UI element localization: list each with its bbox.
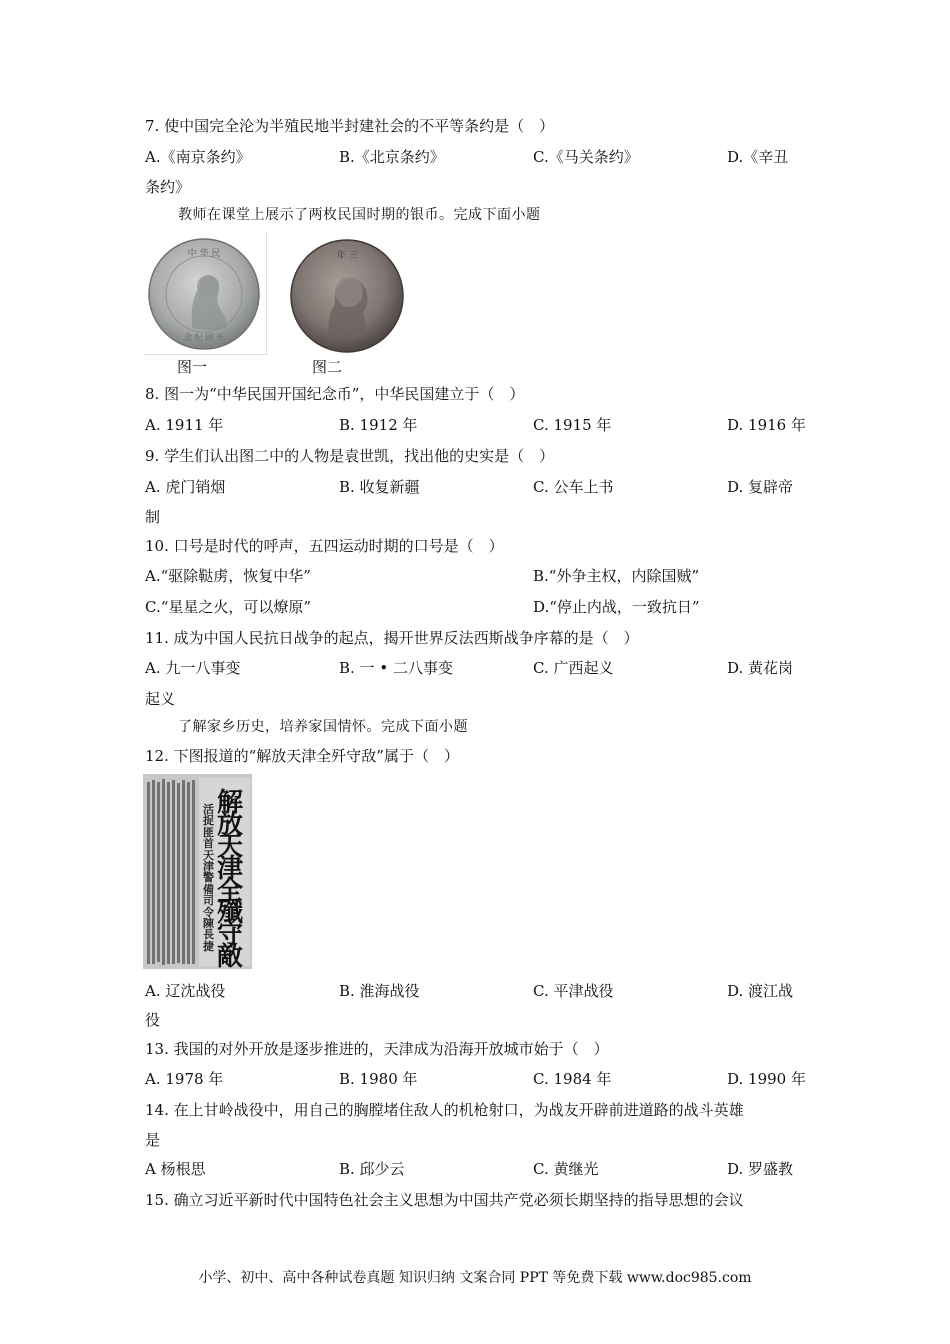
question-12-options <box>145 981 805 1001</box>
question-8-option-d[interactable]: D. 1916 年 <box>727 416 806 434</box>
coin-1-caption: 图一 <box>177 358 208 376</box>
question-12-stem: 12. 下图报道的“解放天津全歼守敌”属于（ ） <box>145 747 459 765</box>
coin-1-image <box>144 232 267 355</box>
svg-text:念 纪 国 开: 念 纪 国 开 <box>184 333 224 342</box>
question-7-option-c[interactable]: C.《马关条约》 <box>533 148 639 166</box>
hometown-intro: 了解家乡历史，培养家国情怀。完成下面小题 <box>178 719 468 735</box>
question-12-option-c[interactable]: C. 平津战役 <box>533 982 614 1000</box>
question-10-options-row2 <box>145 597 805 617</box>
question-14-options <box>145 1159 805 1179</box>
question-10-options-row1 <box>145 566 805 586</box>
question-14-option-c[interactable]: C. 黄继光 <box>533 1160 599 1178</box>
question-14-stem: 14. 在上甘岭战役中，用自己的胸膛堵住敌人的机枪射口，为战友开辟前进道路的战斗英雄 <box>145 1101 744 1119</box>
question-15-stem: 15. 确立习近平新时代中国特色社会主义思想为中国共产党必须长期坚持的指导思想的会议 <box>145 1191 744 1209</box>
question-10-option-c[interactable]: C.“星星之火，可以燎原” <box>145 598 312 616</box>
question-7-options <box>145 147 805 167</box>
coin-2-caption: 图二 <box>312 358 343 376</box>
question-13-options <box>145 1069 805 1089</box>
question-12-option-a[interactable]: A. 辽沈战役 <box>145 982 226 1000</box>
coins-intro: 教师在课堂上展示了两枚民国时期的银币。完成下面小题 <box>178 207 541 223</box>
question-13-option-b[interactable]: B. 1980 年 <box>339 1070 418 1088</box>
question-8-stem: 8. 图一为“中华民国开国纪念币”，中华民国建立于（ ） <box>145 385 525 403</box>
question-7-option-d-wrap: 条约》 <box>145 178 191 196</box>
question-11-option-b[interactable]: B. 一 • 二八事变 <box>339 659 453 677</box>
question-9-stem: 9. 学生们认出图二中的人物是袁世凯，找出他的史实是（ ） <box>145 447 555 465</box>
question-13-stem: 13. 我国的对外开放是逐步推进的，天津成为沿海开放城市始于（ ） <box>145 1040 609 1058</box>
page-footer[interactable]: 小学、初中、高中各种试卷真题 知识归纳 文案合同 PPT 等免费下载 www.doc985.com <box>198 1270 752 1286</box>
svg-text:年 三: 年 三 <box>336 251 358 261</box>
newspaper-subhead: 活捉匪首天津警備司令陳長捷 <box>203 803 214 953</box>
question-8-options <box>145 415 805 435</box>
question-7-stem: 7. 使中国完全沦为半殖民地半封建社会的不平等条约是（ ） <box>145 117 555 135</box>
question-9-option-d[interactable]: D. 复辟帝 <box>727 478 794 496</box>
coin-2-image <box>289 238 405 354</box>
question-7-option-b[interactable]: B.《北京条约》 <box>339 148 445 166</box>
question-11-options <box>145 658 805 678</box>
question-9-options <box>145 477 805 497</box>
question-9-option-a[interactable]: A. 虎门销烟 <box>145 478 226 496</box>
question-10-option-d[interactable]: D.“停止内战，一致抗日” <box>533 598 700 616</box>
svg-text:中 华 民: 中 华 民 <box>187 249 221 259</box>
question-7-option-d[interactable]: D.《辛丑 <box>727 148 789 166</box>
question-8-option-b[interactable]: B. 1912 年 <box>339 416 418 434</box>
question-14-option-a[interactable]: A 杨根思 <box>145 1160 206 1178</box>
question-9-option-d-wrap: 制 <box>145 508 161 526</box>
question-9-option-c[interactable]: C. 公车上书 <box>533 478 614 496</box>
question-14-option-b[interactable]: B. 邱少云 <box>339 1160 405 1178</box>
question-13-option-c[interactable]: C. 1984 年 <box>533 1070 612 1088</box>
question-11-stem: 11. 成为中国人民抗日战争的起点，揭开世界反法西斯战争序幕的是（ ） <box>145 629 639 647</box>
question-12-option-d[interactable]: D. 渡江战 <box>727 982 794 1000</box>
newspaper-image <box>143 774 252 969</box>
coin-1-svg <box>144 232 266 354</box>
question-13-option-d[interactable]: D. 1990 年 <box>727 1070 806 1088</box>
question-11-option-d[interactable]: D. 黄花岗 <box>727 659 794 677</box>
newspaper-headline: 解放天津全殲守敵 <box>217 788 244 969</box>
question-12-option-d-wrap: 役 <box>145 1011 161 1029</box>
question-10-option-b[interactable]: B.“外争主权，内除国贼” <box>533 567 700 585</box>
question-12-option-b[interactable]: B. 淮海战役 <box>339 982 420 1000</box>
question-8-option-a[interactable]: A. 1911 年 <box>145 416 224 434</box>
question-9-option-b[interactable]: B. 收复新疆 <box>339 478 420 496</box>
question-8-option-c[interactable]: C. 1915 年 <box>533 416 612 434</box>
coin-2-svg <box>289 238 405 354</box>
question-11-option-a[interactable]: A. 九一八事变 <box>145 659 241 677</box>
question-7-option-a[interactable]: A.《南京条约》 <box>145 148 251 166</box>
question-11-option-c[interactable]: C. 广西起义 <box>533 659 614 677</box>
question-14-stem-wrap: 是 <box>145 1131 161 1149</box>
question-11-option-d-wrap: 起义 <box>145 690 176 708</box>
question-14-option-d[interactable]: D. 罗盛教 <box>727 1160 794 1178</box>
question-10-option-a[interactable]: A.“驱除鞑虏，恢复中华” <box>145 567 311 585</box>
question-13-option-a[interactable]: A. 1978 年 <box>145 1070 224 1088</box>
question-10-stem: 10. 口号是时代的呼声，五四运动时期的口号是（ ） <box>145 537 504 555</box>
